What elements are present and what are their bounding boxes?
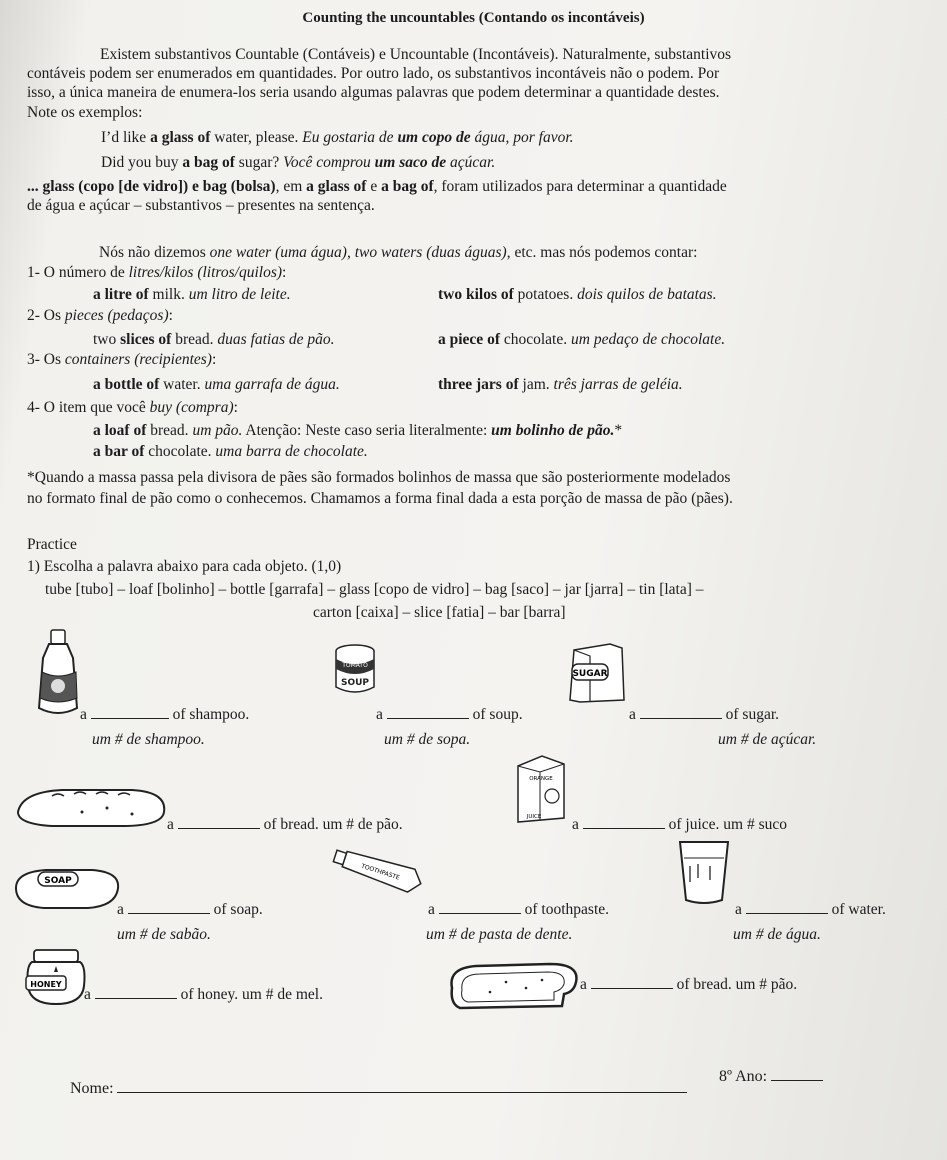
soap-line: a of soap. [117,901,263,918]
sugar-bag-drawing [560,640,630,710]
soup-line: a of soup. [376,706,523,723]
footnote-line-2: no formato final de pão como o conhecemos. Chamamos a forma final dada a esta porção de massa de pão (pães). [27,490,733,507]
toothpaste-answer-blank[interactable] [439,901,521,914]
rule-3-example-b: three jars of jam. três jarras de geléia. [438,376,683,393]
soup-translation: um # de sopa. [384,731,471,748]
juice-carton-label-top: ORANGE [529,776,553,782]
honey-answer-blank[interactable] [95,986,177,999]
word-bank-line-2: carton [caixa] – slice [fatia] – bar [barra] [313,604,566,621]
sugar-line: a of sugar. [629,706,780,723]
sugar-translation: um # de açúcar. [718,731,817,748]
rule-3-example-a: a bottle of water. uma garrafa de água. [93,376,340,393]
footnote-line-1: *Quando a massa passa pela divisora de pães são formados bolinhos de massa que são posteriormente modelados [27,469,731,486]
rule-2: 2- Os pieces (pedaços): [27,307,173,324]
shampoo-bottle-drawing [33,628,83,723]
sugar-bag-label: SUGAR [572,669,608,679]
sugar-answer-blank[interactable] [640,706,722,719]
example-1: I’d like a glass of water, please. Eu gostaria de um copo de água, por favor. [101,129,574,146]
example-explanation-1: ... glass (copo [de vidro]) e bag (bolsa), em a glass of e a bag of, foram utilizados para determinar a quantidade [27,178,727,195]
practice-instruction: 1) Escolha a palavra abaixo para cada objeto. (1,0) [27,558,342,575]
rule-1-example-a: a litre of milk. um litro de leite. [93,286,291,303]
soap-translation: um # de sabão. [117,926,211,943]
bread-loaf-answer-blank[interactable] [178,816,260,829]
honey-line: a of honey. um # de mel. [84,986,323,1003]
intro-line-2: contáveis podem ser enumerados em quantidades. Por outro lado, os substantivos incontáveis não o podem. Por [27,65,720,82]
rule-4-example-b: a bar of chocolate. uma barra de chocolate. [93,443,368,460]
water-line: a of water. [735,901,886,918]
juice-carton-label-bottom: JUICE [526,814,542,820]
bread-slice-line: a of bread. um # pão. [580,976,798,993]
shampoo-line: a of shampoo. [80,706,250,723]
toothpaste-line: a of toothpaste. [428,901,610,918]
intro-line-3: isso, a única maneira de enumera-los seria usando algumas palavras que podem determinar a quantidade destes. [27,84,720,101]
glass-of-water-drawing [676,838,732,911]
soup-can-label: TOMATO [342,662,368,669]
bread-loaf-drawing [12,782,172,837]
practice-heading: Practice [27,536,77,553]
bread-slice-drawing [446,960,582,1015]
rule-2-example-a: two slices of bread. duas fatias de pão. [93,331,335,348]
water-translation: um # de água. [733,926,821,943]
word-bank-line-1: tube [tubo] – loaf [bolinho] – bottle [garrafa] – glass [copo de vidro] – bag [saco] – jar [jarra] – tin [lata] – [45,581,704,598]
rule-4: 4- O item que você buy (compra): [27,399,238,416]
bread-loaf-line: a of bread. um # de pão. [167,816,403,833]
toothpaste-translation: um # de pasta de dente. [426,926,573,943]
intro-line-4: Note os exemplos: [27,104,143,121]
shampoo-translation: um # de shampoo. [92,731,205,748]
soup-can-brand: SOUP [340,678,370,688]
rule-3: 3- Os containers (recipientes): [27,351,217,368]
grade-blank[interactable] [771,1068,823,1081]
soup-can-drawing [333,643,383,703]
soap-bar-drawing [12,862,122,919]
example-2: Did you buy a bag of sugar? Você comprou um saco de açúcar. [101,154,496,171]
intro-line-1: Existem substantivos Countable (Contáveis) e Uncountable (Incontáveis). Naturalmente, substantivos [100,46,732,63]
rule-1-example-b: two kilos of potatoes. dois quilos de batatas. [438,286,717,303]
shampoo-answer-blank[interactable] [91,706,169,719]
example-explanation-2: de água e açúcar – substantivos – presentes na sentença. [27,197,375,214]
juice-line: a of juice. um # suco [572,816,788,833]
soap-answer-blank[interactable] [128,901,210,914]
toothpaste-tube-drawing [328,848,428,903]
water-answer-blank[interactable] [746,901,828,914]
honey-jar-label: HONEY [30,980,62,989]
rule-4-example-a: a loaf of bread. um pão. Atenção: Neste caso seria literalmente: um bolinho de pão.* [93,422,623,439]
juice-carton-drawing [512,752,570,829]
rule-2-example-b: a piece of chocolate. um pedaço de chocolate. [438,331,726,348]
honey-jar-drawing [24,946,88,1013]
page-title: Counting the uncountables (Contando os incontáveis) [302,10,645,26]
name-blank[interactable] [117,1080,687,1093]
soap-bar-label: SOAP [44,876,72,886]
bread-slice-answer-blank[interactable] [591,976,673,989]
rules-intro: Nós não dizemos one water (uma água), two waters (duas águas), etc. mas nós podemos contar: [99,244,698,261]
juice-answer-blank[interactable] [583,816,665,829]
toothpaste-tube-label: TOOTHPASTE [360,862,401,882]
grade-field: 8º Ano: [719,1067,823,1087]
name-field: Nome: [70,1079,687,1099]
soup-answer-blank[interactable] [387,706,469,719]
rule-1: 1- O número de litres/kilos (litros/quilos): [27,264,287,281]
